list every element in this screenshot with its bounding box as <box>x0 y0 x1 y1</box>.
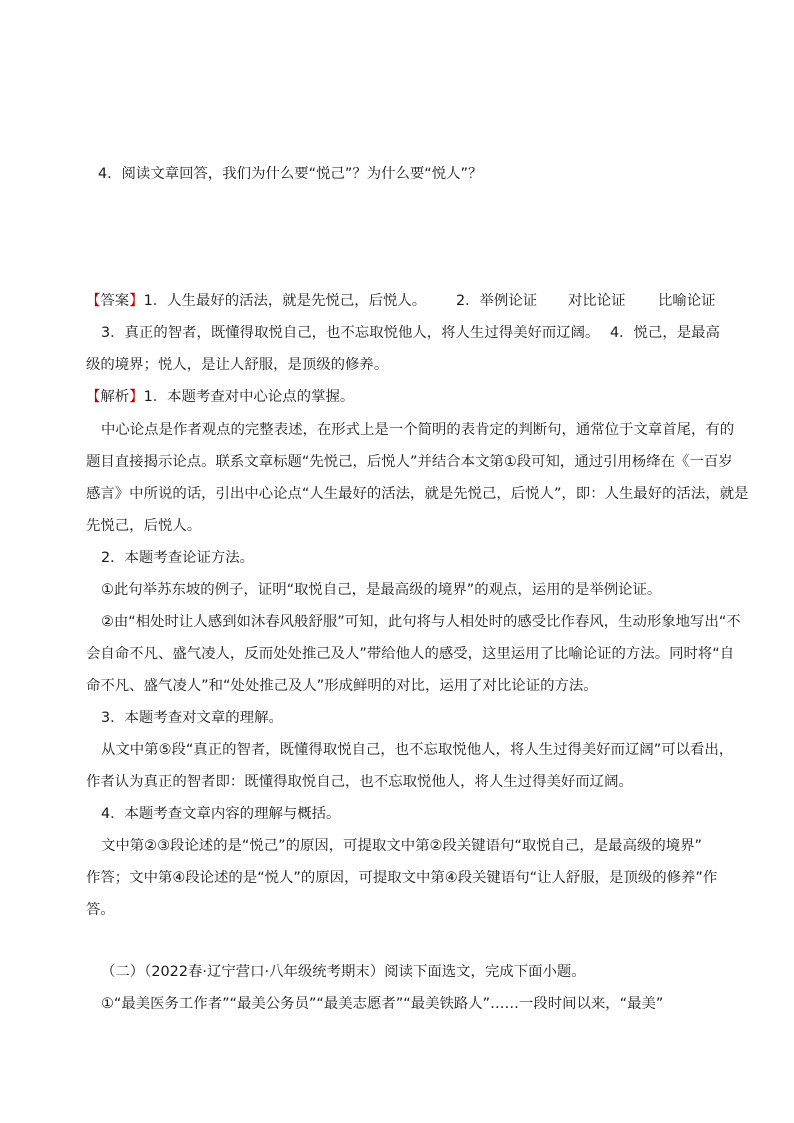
analysis-p1-line: 感言》中所说的话，引出中心论点“人生最好的活法，就是先悦己，后悦人”，即：人生最好的活法，就是 <box>86 486 749 502</box>
analysis-label: 解析 <box>100 389 130 405</box>
analysis-p2-line: 会自命不凡、盛气凌人，反而处处推己及人”带给他人的感受，这里运用了比喻论证的方法。同时将“自 <box>86 646 735 662</box>
analysis-p3-line: 从文中第⑤段“真正的智者，既懂得取悦自己，也不忘取悦他人，将人生过得美好而辽阔”可以看出， <box>101 742 734 758</box>
answer-item-2: 2．举例论证 <box>456 293 538 309</box>
section-2-intro: （二）（2022春·辽宁营口·八年级统考期末）阅读下面选文，完成下面小题。 <box>101 964 586 980</box>
answer-line-3: 级的境界；悦人，是让人舒服，是顶级的修养。 <box>86 357 389 373</box>
analysis-p2-title: 2．本题考查论证方法。 <box>101 550 255 566</box>
question-4: 4．阅读文章回答，我们为什么要“悦己”？为什么要“悦人”？ <box>98 166 483 182</box>
analysis-p1-line: 先悦己，后悦人。 <box>86 518 202 534</box>
analysis-label-open: 【 <box>86 389 101 405</box>
answer-label-open: 【 <box>86 293 101 309</box>
analysis-p2-line: ②由“相处时让人感到如沐春风般舒服”可知，此句将与人相处时的感受比作春风，生动形象地写出“不 <box>101 614 741 630</box>
analysis-p2-line: 命不凡、盛气凌人”和“处处推己及人”形成鲜明的对比，运用了对比论证的方法。 <box>86 678 598 694</box>
answer-item-4: 4．悦己，是最高 <box>610 325 720 341</box>
answer-label-close: 】 <box>129 293 144 309</box>
analysis-p4-line: 文中第②③段论述的是“悦己”的原因，可提取文中第②段关键语句“取悦自己，是最高级的境界” <box>101 838 702 854</box>
answer-label: 答案 <box>100 293 130 309</box>
answer-line-1 <box>86 291 426 311</box>
answer-item-1: 1．人生最好的活法，就是先悦己，后悦人。 <box>143 293 427 309</box>
answer-item-2b: 对比论证 <box>568 293 626 309</box>
analysis-p4-line: 作答；文中第④段论述的是“悦人”的原因，可提取文中第④段关键语句“让人舒服，是顶级的修养”作 <box>86 870 718 886</box>
analysis-p3-title: 3．本题考查对文章的理解。 <box>101 710 283 726</box>
analysis-p2-line: ①此句举苏东坡的例子，证明“取悦自己，是最高级的境界”的观点，运用的是举例论证。 <box>101 582 662 598</box>
analysis-label-close: 】 <box>129 389 144 405</box>
answer-item-3: 3．真正的智者，既懂得取悦自己，也不忘取悦他人，将人生过得美好而辽阔。 <box>101 325 600 341</box>
analysis-p3-line: 作者认为真正的智者即：既懂得取悦自己，也不忘取悦他人，将人生过得美好而辽阔。 <box>86 774 633 790</box>
answer-item-2c: 比喻论证 <box>658 293 716 309</box>
analysis-p1-title: 1．本题考查对中心论点的掌握。 <box>143 389 355 405</box>
analysis-p1-line: 中心论点是作者观点的完整表述，在形式上是一个简明的表肯定的判断句，通常位于文章首尾，有的 <box>101 422 735 438</box>
analysis-p4-title: 4．本题考查文章内容的理解与概括。 <box>101 806 341 822</box>
analysis-p1-line: 题目直接揭示论点。联系文章标题“先悦己，后悦人”并结合本文第①段可知，通过引用杨绛在《一百岁 <box>86 454 733 470</box>
section-2-paragraph-1: ①“最美医务工作者”“最美公务员”“最美志愿者”“最美铁路人”……一段时间以来，“最美” <box>101 996 664 1012</box>
analysis-line-1 <box>86 387 354 407</box>
analysis-p4-line: 答。 <box>86 902 115 918</box>
